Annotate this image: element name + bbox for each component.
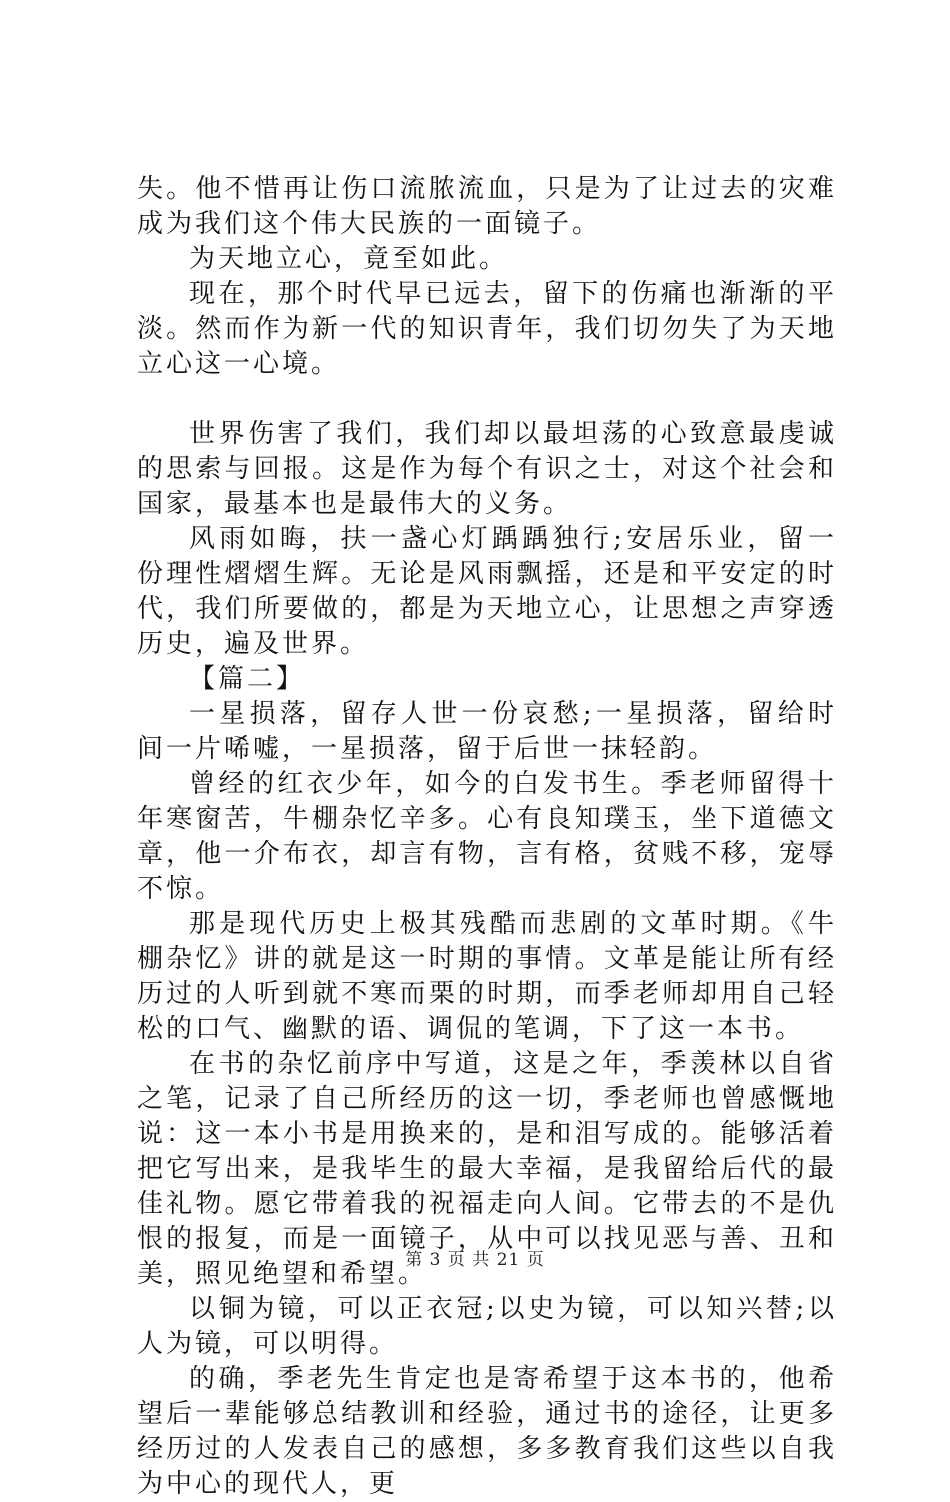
- section-heading: 【篇二】: [189, 664, 306, 694]
- paragraph: 现在，那个时代早已远去，留下的伤痛也渐渐的平淡。然而作为新一代的知识青年，我们切勿失了为天地立心这一心境。: [137, 279, 837, 379]
- body-text: [137, 172, 837, 1502]
- paragraph: 世界伤害了我们，我们却以最坦荡的心致意最虔诚的思索与回报。这是作为每个有识之士，对这个社会和国家，最基本也是最伟大的义务。: [137, 419, 837, 519]
- paragraph: 在书的杂忆前序中写道，这是之年，季羡林以自省之笔，记录了自己所经历的这一切，季老师也曾感慨地说：这一本小书是用换来的，是和泪写成的。能够活着把它写出来，是我毕生的最大幸福，是我留给后代的最佳礼物。愿它带着我的祝福走向人间。它带去的不是仇恨的报复，而是一面镜子，从中可以找见恶与善、丑和美，照见绝望和希望。: [137, 1049, 837, 1289]
- paragraph: 一星损落，留存人世一份哀愁;一星损落，留给时间一片唏嘘，一星损落，留于后世一抹轻韵。: [137, 699, 837, 764]
- paragraph: 风雨如晦，扶一盏心灯踽踽独行;安居乐业，留一份理性熠熠生辉。无论是风雨飘摇，还是和平安定的时代，我们所要做的，都是为天地立心，让思想之声穿透历史，遍及世界。: [137, 524, 837, 659]
- paragraph-gap: [137, 382, 837, 417]
- paragraph: 失。他不惜再让伤口流脓流血，只是为了让过去的灾难成为我们这个伟大民族的一面镜子。: [137, 174, 837, 239]
- paragraph: 曾经的红衣少年，如今的白发书生。季老师留得十年寒窗苦，牛棚杂忆辛多。心有良知璞玉，坐下道德文章，他一介布衣，却言有物，言有格，贫贱不移，宠辱不惊。: [137, 769, 837, 904]
- paragraph: 为天地立心，竟至如此。: [189, 244, 509, 274]
- paragraph: 以铜为镜，可以正衣冠;以史为镜，可以知兴替;以人为镜，可以明得。: [137, 1294, 837, 1359]
- paragraph: 的确，季老先生肯定也是寄希望于这本书的，他希望后一辈能够总结教训和经验，通过书的途径，让更多经历过的人发表自己的感想，多多教育我们这些以自我为中心的现代人，更: [137, 1364, 837, 1499]
- page-number: 第 3 页 共 21 页: [405, 1250, 545, 1270]
- paragraph: 那是现代历史上极其残酷而悲剧的文革时期。《牛棚杂忆》讲的就是这一时期的事情。文革是能让所有经历过的人听到就不寒而栗的时期，而季老师却用自己轻松的口气、幽默的语、调侃的笔调，下了这一本书。: [137, 909, 837, 1044]
